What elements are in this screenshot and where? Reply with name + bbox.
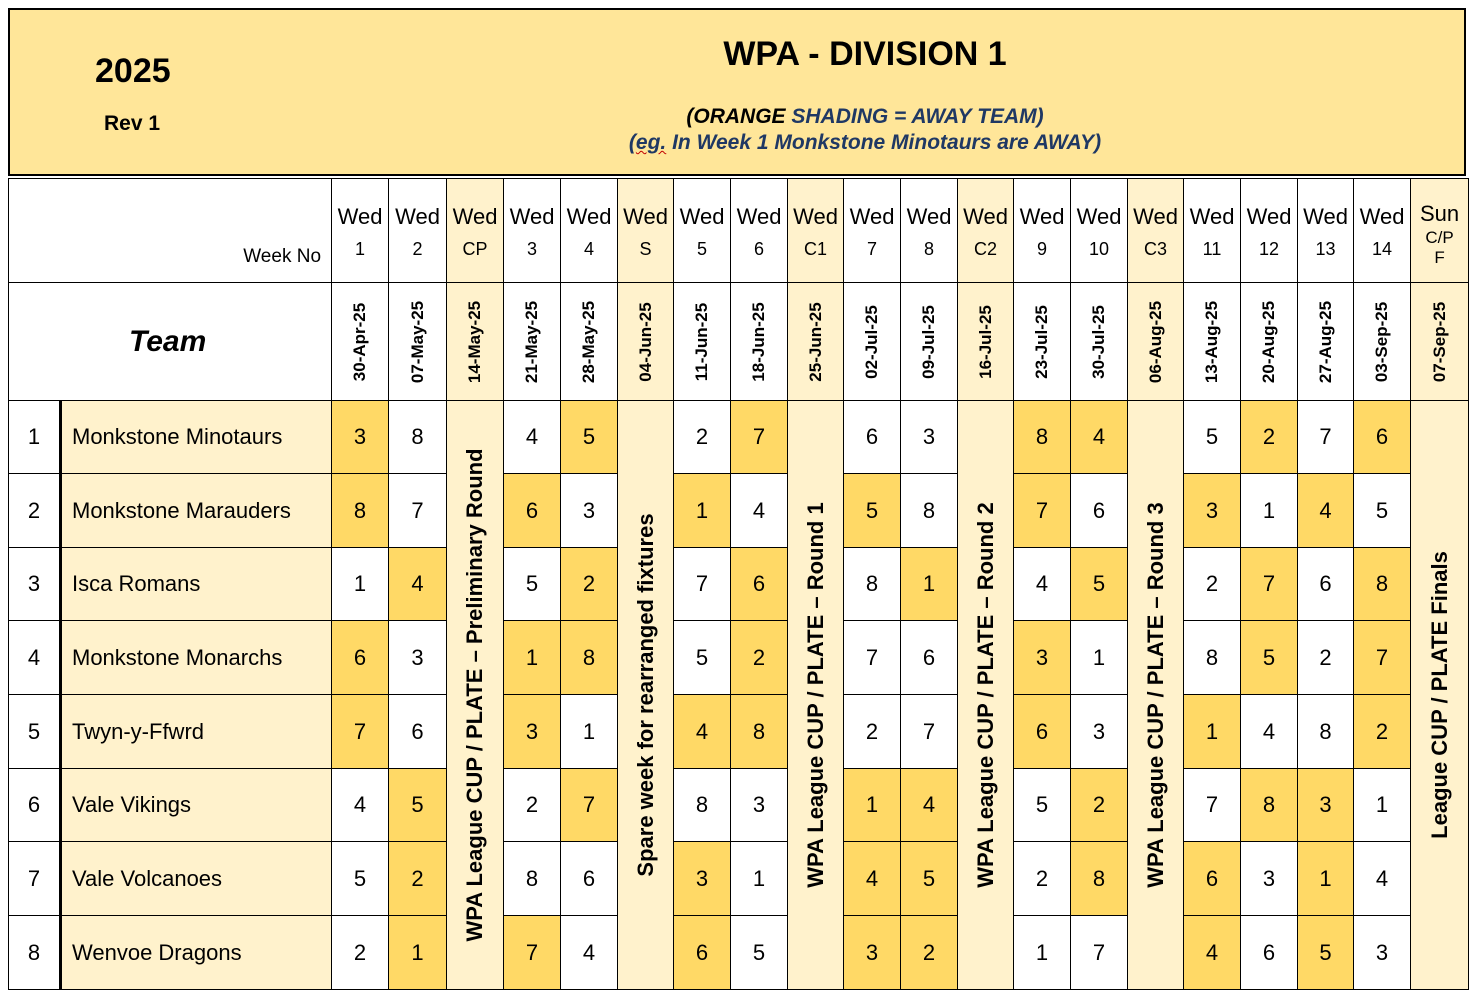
away-opponent-cell: 2 [389,842,447,916]
week-no-label: Week No [9,179,332,283]
away-opponent-cell: 4 [844,842,901,916]
team-number: 2 [9,474,61,548]
special-week-label: Spare week for rearranged fixtures [632,513,658,877]
team-name: Vale Vikings [61,769,332,842]
away-opponent-cell: 1 [1298,842,1354,916]
example-note-paren: ( [628,131,636,154]
week-column-header [389,179,447,283]
fixture-date: 16-Jul-25 [975,304,995,379]
fixture-date-cell [1354,283,1411,401]
weekday-label: Wed [509,203,555,229]
fixture-date: 03-Sep-25 [1372,301,1392,382]
fixture-date: 13-Aug-25 [1202,300,1222,383]
away-opponent-cell: 8 [1354,548,1411,621]
away-opponent-cell: 6 [1354,401,1411,474]
team-column-header: Team [9,283,332,401]
home-opponent-cell: 8 [389,401,447,474]
fixture-date: 14-May-25 [465,300,485,383]
week-number: 10 [1089,238,1110,259]
away-opponent-cell: 6 [504,474,561,548]
away-opponent-cell: 5 [901,842,958,916]
away-opponent-cell: 7 [731,401,788,474]
fixture-date: 02-Jul-25 [862,304,882,379]
special-week-label: WPA League CUP / PLATE – Round 2 [972,502,998,888]
fixture-table [8,178,1469,990]
weekday-label: Wed [1189,203,1235,229]
fixture-date: 04-Jun-25 [635,301,655,382]
shading-note-rest: SHADING = AWAY TEAM) [785,105,1044,128]
week-number: 6 [754,238,765,259]
fixture-date-cell [1128,283,1184,401]
team-row [9,695,1469,769]
fixture-date-cell [958,283,1014,401]
fixture-date-cell [1241,283,1298,401]
week-column-header [332,179,389,283]
weekday-label: Wed [1359,203,1405,229]
away-opponent-cell: 7 [561,769,618,842]
week-number: 11 [1202,238,1222,259]
home-opponent-cell: 6 [1298,548,1354,621]
fixture-date-cell [1184,283,1241,401]
home-opponent-cell: 2 [1184,548,1241,621]
special-week-label: WPA League CUP / PLATE – Preliminary Round [462,448,488,942]
away-opponent-cell: 8 [1014,401,1071,474]
weekday-label: Wed [337,203,383,229]
home-opponent-cell: 1 [561,695,618,769]
special-week-cell [618,401,674,990]
page-title: WPA - DIVISION 1 [723,35,1007,73]
week-number: 1 [355,238,366,259]
special-week-cell [788,401,844,990]
special-week-label: WPA League CUP / PLATE – Round 3 [1142,502,1168,888]
home-opponent-cell: 2 [1298,621,1354,695]
away-opponent-cell: 4 [674,695,731,769]
home-opponent-cell: 1 [1014,916,1071,990]
week-column-header [1298,179,1354,283]
weekday-label: Wed [395,203,440,229]
away-opponent-cell: 5 [389,769,447,842]
example-note-rest: In Week 1 Monkstone Minotaurs are AWAY) [666,131,1102,154]
special-week-cell [958,401,1014,990]
home-opponent-cell: 1 [1241,474,1298,548]
fixture-date-cell [901,283,958,401]
home-opponent-cell: 7 [1071,916,1128,990]
week-number: 5 [697,238,708,259]
fixture-date-cell [1298,283,1354,401]
home-opponent-cell: 7 [901,695,958,769]
away-opponent-cell: 5 [844,474,901,548]
fixture-date: 30-Jul-25 [1089,304,1109,379]
away-opponent-cell: 2 [901,916,958,990]
weekday-label: Wed [452,203,498,229]
special-week-label: WPA League CUP / PLATE – Round 1 [802,502,828,888]
away-opponent-cell: 8 [332,474,389,548]
fixture-date: 07-Sep-25 [1429,301,1449,382]
week-number: 2 [412,238,423,259]
away-opponent-cell: 3 [1014,621,1071,695]
team-row [9,916,1469,990]
away-opponent-cell: 8 [561,621,618,695]
week-column-header [1241,179,1298,283]
away-opponent-cell: 3 [1298,769,1354,842]
home-opponent-cell: 3 [1071,695,1128,769]
away-opponent-cell: 6 [1014,695,1071,769]
week-number: C2 [974,238,998,259]
team-number: 3 [9,548,61,621]
fixture-date: 27-Aug-25 [1315,300,1335,383]
fixture-date: 23-Jul-25 [1032,304,1052,379]
week-column-header [618,179,674,283]
home-opponent-cell: 7 [674,548,731,621]
week-number: 3 [527,238,538,259]
team-row [9,842,1469,916]
special-week-cell [1411,401,1469,990]
week-column-header [1128,179,1184,283]
season-year: 2025 [95,52,171,90]
home-opponent-cell: 7 [1184,769,1241,842]
team-number: 1 [9,401,61,474]
home-opponent-cell: 2 [332,916,389,990]
home-opponent-cell: 2 [674,401,731,474]
away-opponent-cell: 4 [901,769,958,842]
team-name: Vale Volcanoes [61,842,332,916]
weekday-label: Wed [906,203,952,229]
shading-note-orange: (ORANGE [686,105,786,128]
weekday-label: Wed [793,203,838,229]
away-opponent-cell: 7 [504,916,561,990]
away-opponent-cell: 6 [731,548,788,621]
team-name: Isca Romans [61,548,332,621]
weekday-label: Wed [1303,203,1348,229]
week-column-header [1184,179,1241,283]
team-row [9,769,1469,842]
away-opponent-cell: 8 [1241,769,1298,842]
away-opponent-cell: 2 [561,548,618,621]
away-opponent-cell: 3 [504,695,561,769]
home-opponent-cell: 3 [389,621,447,695]
weekday-label: Wed [1076,203,1122,229]
week-number: 13 [1315,238,1336,259]
week-column-header [788,179,844,283]
week-column-header [901,179,958,283]
shading-note [10,105,1475,129]
home-opponent-cell: 6 [1241,916,1298,990]
fixture-date-cell [332,283,389,401]
away-opponent-cell: 1 [901,548,958,621]
away-opponent-cell: 2 [731,621,788,695]
home-opponent-cell: 6 [901,621,958,695]
fixture-date: 30-Apr-25 [350,302,370,381]
fixture-date-cell [389,283,447,401]
away-opponent-cell: 4 [1071,401,1128,474]
home-opponent-cell: 3 [561,474,618,548]
home-opponent-cell: 3 [1241,842,1298,916]
home-opponent-cell: 5 [1014,769,1071,842]
away-opponent-cell: 6 [332,621,389,695]
week-column-header [1354,179,1411,283]
weekday-label: Wed [963,203,1008,229]
team-number: 6 [9,769,61,842]
home-opponent-cell: 1 [332,548,389,621]
home-opponent-cell: 5 [332,842,389,916]
week-column-header [561,179,618,283]
fixture-date-cell [618,283,674,401]
home-opponent-cell: 6 [844,401,901,474]
home-opponent-cell: 1 [1071,621,1128,695]
team-row [9,548,1469,621]
home-opponent-cell: 6 [1071,474,1128,548]
special-week-label: League CUP / PLATE Finals [1426,551,1452,839]
fixture-date: 11-Jun-25 [692,302,712,381]
home-opponent-cell: 7 [389,474,447,548]
fixture-date-cell [731,283,788,401]
away-opponent-cell: 7 [1354,621,1411,695]
example-note [10,131,1475,155]
home-opponent-cell: 7 [1298,401,1354,474]
away-opponent-cell: 6 [1184,842,1241,916]
home-opponent-cell: 7 [844,621,901,695]
week-number: C1 [804,238,828,259]
special-week-cell [447,401,504,990]
home-opponent-cell: 1 [1354,769,1411,842]
weekday-label: Wed [736,203,782,229]
home-opponent-cell: 1 [731,842,788,916]
fixture-date: 07-May-25 [407,300,427,383]
home-opponent-cell: 4 [504,401,561,474]
home-opponent-cell: 8 [1184,621,1241,695]
week-number: 14 [1372,238,1393,259]
fixture-date: 06-Aug-25 [1145,300,1165,383]
fixture-date: 20-Aug-25 [1259,300,1279,383]
fixture-date: 28-May-25 [579,300,599,383]
fixture-date: 21-May-25 [522,300,542,383]
week-column-header [674,179,731,283]
away-opponent-cell: 8 [731,695,788,769]
week-number: CP [462,238,488,259]
week-column-header [1411,179,1469,283]
week-column-header [1071,179,1128,283]
away-opponent-cell: 4 [1298,474,1354,548]
fixture-date-cell [447,283,504,401]
fixture-date: 09-Jul-25 [919,304,939,379]
home-opponent-cell: 3 [1354,916,1411,990]
home-opponent-cell: 4 [332,769,389,842]
away-opponent-cell: 2 [1071,769,1128,842]
weekday-label: Wed [566,203,612,229]
schedule-header [8,8,1466,176]
weekday-label: Wed [1133,203,1178,229]
home-opponent-cell: 6 [389,695,447,769]
away-opponent-cell: 7 [1241,548,1298,621]
home-opponent-cell: 8 [674,769,731,842]
fixture-date: 18-Jun-25 [749,301,769,382]
fixture-date-cell [1071,283,1128,401]
home-opponent-cell: 4 [1241,695,1298,769]
team-number: 5 [9,695,61,769]
week-column-header [731,179,788,283]
home-opponent-cell: 8 [901,474,958,548]
team-name: Twyn-y-Ffwrd [61,695,332,769]
fixture-date-cell [504,283,561,401]
week-number: 9 [1037,238,1048,259]
away-opponent-cell: 6 [674,916,731,990]
away-opponent-cell: 1 [504,621,561,695]
fixture-date-cell [1014,283,1071,401]
away-opponent-cell: 4 [389,548,447,621]
fixture-date-cell [844,283,901,401]
week-number: C3 [1144,238,1168,259]
home-opponent-cell: 8 [1298,695,1354,769]
fixture-date-cell [561,283,618,401]
away-opponent-cell: 1 [674,474,731,548]
fixture-date-cell [1411,283,1469,401]
team-name: Monkstone Minotaurs [61,401,332,474]
example-note-eg: eg. [635,131,667,154]
away-opponent-cell: 3 [332,401,389,474]
weekday-label: Wed [849,203,895,229]
away-opponent-cell: 1 [389,916,447,990]
home-opponent-cell: 4 [1354,842,1411,916]
away-opponent-cell: 1 [1184,695,1241,769]
fixture-date: 25-Jun-25 [805,301,825,382]
team-name: Monkstone Marauders [61,474,332,548]
fixture-date-cell [674,283,731,401]
home-opponent-cell: 5 [731,916,788,990]
away-opponent-cell: 7 [332,695,389,769]
away-opponent-cell: 5 [1298,916,1354,990]
away-opponent-cell: 5 [561,401,618,474]
home-opponent-cell: 6 [561,842,618,916]
special-week-cell [1128,401,1184,990]
week-column-header [844,179,901,283]
home-opponent-cell: 8 [504,842,561,916]
home-opponent-cell: 8 [844,548,901,621]
home-opponent-cell: 5 [1354,474,1411,548]
home-opponent-cell: 3 [731,769,788,842]
week-number: 8 [924,238,935,259]
away-opponent-cell: 7 [1014,474,1071,548]
team-number: 4 [9,621,61,695]
team-number: 8 [9,916,61,990]
revision-label: Rev 1 [104,112,161,135]
week-number: 4 [584,238,595,259]
team-number: 7 [9,842,61,916]
week-column-header [447,179,504,283]
week-number: 7 [867,238,878,259]
week-column-header [1014,179,1071,283]
fixture-date-cell [788,283,844,401]
weekday-label: Wed [679,203,725,229]
week-number: C/P F [1425,227,1454,267]
home-opponent-cell: 4 [1014,548,1071,621]
home-opponent-cell: 3 [901,401,958,474]
away-opponent-cell: 8 [1071,842,1128,916]
away-opponent-cell: 2 [1354,695,1411,769]
home-opponent-cell: 2 [844,695,901,769]
away-opponent-cell: 3 [1184,474,1241,548]
team-row [9,401,1469,474]
home-opponent-cell: 5 [674,621,731,695]
home-opponent-cell: 4 [731,474,788,548]
away-opponent-cell: 3 [844,916,901,990]
week-column-header [958,179,1014,283]
home-opponent-cell: 5 [504,548,561,621]
away-opponent-cell: 2 [1241,401,1298,474]
team-name: Wenvoe Dragons [61,916,332,990]
home-opponent-cell: 4 [561,916,618,990]
team-name: Monkstone Monarchs [61,621,332,695]
weekday-label: Wed [1019,203,1065,229]
team-row [9,474,1469,548]
home-opponent-cell: 5 [1184,401,1241,474]
weekday-label: Wed [1246,203,1292,229]
weekday-label: Wed [623,203,668,229]
home-opponent-cell: 2 [504,769,561,842]
away-opponent-cell: 3 [674,842,731,916]
week-number: 12 [1259,238,1280,259]
weekday-label: Sun [1419,200,1460,226]
away-opponent-cell: 1 [844,769,901,842]
away-opponent-cell: 5 [1071,548,1128,621]
week-number: S [639,238,652,259]
home-opponent-cell: 2 [1014,842,1071,916]
week-column-header [504,179,561,283]
away-opponent-cell: 5 [1241,621,1298,695]
away-opponent-cell: 4 [1184,916,1241,990]
team-row [9,621,1469,695]
